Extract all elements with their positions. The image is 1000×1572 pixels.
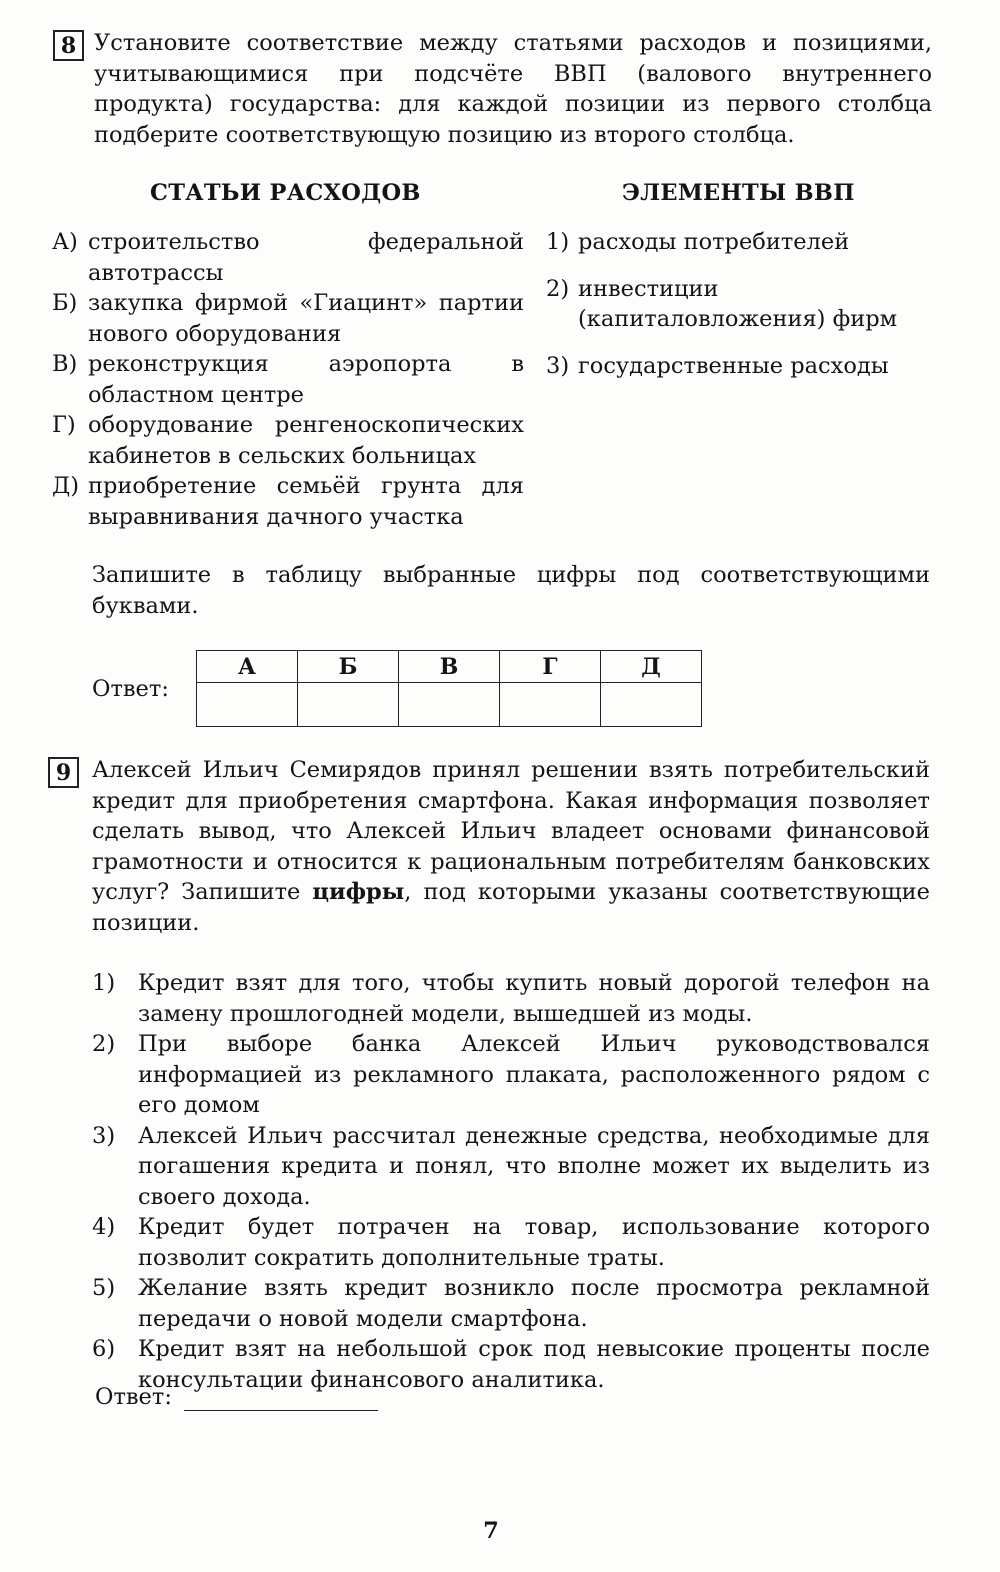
task-9-answer-line[interactable]	[184, 1410, 378, 1411]
answer-header-a: А	[197, 651, 298, 683]
gdp-element-3	[546, 351, 926, 382]
answer-cell-b[interactable]	[298, 683, 399, 727]
answer-cell-d[interactable]	[601, 683, 702, 727]
gdp-element-2	[546, 274, 926, 335]
option-4	[92, 1212, 930, 1273]
page-number: 7	[483, 1518, 499, 1544]
task-8-instruction: Установите соответствие между статьями расходов и позициями, учитывающимися при подсчёте ВВП (валового внутреннего продукта) государства: для каждой позиции из первого столбца подберите соответствующую позицию из второго столбца.	[94, 30, 932, 148]
expense-item-a	[52, 227, 524, 288]
table-instruction: Запишите в таблицу выбранные цифры под соответствующими буквами.	[92, 562, 930, 619]
option-marker: 6)	[92, 1336, 116, 1362]
task-9-answer-label: Ответ:	[95, 1384, 172, 1410]
task-9-intro-bold: цифры	[312, 879, 405, 905]
task-9-intro-part1: Алексей Ильич Семирядов принял решении взять потребительский кредит для приобретения смартфона. Какая информация позволяет сделать вывод, что Алексей Ильич владеет основами финансовой грамотности и относится к рациональным потребителям банковских услуг? Запишите	[92, 757, 930, 905]
option-2	[92, 1029, 930, 1121]
expense-item-marker: Б)	[52, 290, 78, 316]
option-text: Алексей Ильич рассчитал денежные средства, необходимые для погашения кредита и понял, что вполне может их выделить из своего дохода.	[138, 1122, 930, 1210]
expense-item-marker: Г)	[52, 412, 76, 438]
gdp-element-text: инвестиции (капиталовложения) фирм	[578, 275, 898, 332]
expense-item-marker: В)	[52, 351, 78, 377]
gdp-element-1	[546, 227, 926, 258]
expense-item-marker: А)	[52, 229, 78, 255]
option-marker: 2)	[92, 1031, 116, 1057]
expense-item-v	[52, 349, 524, 410]
option-text: Кредит будет потрачен на товар, использование которого позволит сократить дополнительные траты.	[138, 1214, 930, 1271]
gdp-elements-list	[546, 227, 926, 397]
expense-items-list	[52, 227, 524, 532]
expense-item-marker: Д)	[52, 473, 80, 499]
gdp-element-marker: 2)	[546, 275, 570, 302]
task-9-intro	[92, 755, 930, 938]
expense-item-d	[52, 471, 524, 532]
expense-items-heading: СТАТЬИ РАСХОДОВ	[150, 180, 421, 206]
expense-item-text: приобретение семьёй грунта для выравнивания дачного участка	[88, 473, 524, 530]
task-9-options	[92, 968, 930, 1395]
option-marker: 1)	[92, 970, 116, 996]
option-marker: 5)	[92, 1275, 116, 1301]
gdp-element-text: расходы потребителей	[578, 229, 850, 255]
gdp-element-marker: 1)	[546, 229, 570, 255]
answer-header-b: Б	[298, 651, 399, 683]
option-marker: 3)	[92, 1122, 116, 1149]
expense-item-text: реконструкция аэропорта в областном центре	[88, 351, 524, 408]
expense-item-text: строительство федеральной автотрассы	[88, 229, 524, 286]
task-9-intro-part2: , под которыми указаны соответствующие позиции.	[92, 879, 930, 936]
task-8-answer-label: Ответ:	[92, 676, 169, 702]
option-text: При выборе банка Алексей Ильич руководствовался информацией из рекламного плаката, расположенного рядом с его домом	[138, 1031, 930, 1118]
answer-cell-g[interactable]	[500, 683, 601, 727]
task-8-number: 8	[53, 30, 84, 61]
option-text: Кредит взят для того, чтобы купить новый дорогой телефон на замену прошлогодней модели, вышедшей из моды.	[138, 970, 930, 1027]
answer-cell-a[interactable]	[197, 683, 298, 727]
option-text: Кредит взят на небольшой срок под невысокие проценты после консультации финансового аналитика.	[138, 1336, 930, 1393]
gdp-elements-heading: ЭЛЕМЕНТЫ ВВП	[622, 180, 855, 206]
option-text: Желание взять кредит возникло после просмотра рекламной передачи о новой модели смартфона.	[138, 1275, 930, 1332]
gdp-element-marker: 3)	[546, 352, 570, 379]
option-5	[92, 1273, 930, 1334]
answer-cell-v[interactable]	[399, 683, 500, 727]
answer-header-g: Г	[500, 651, 601, 683]
expense-item-text: закупка фирмой «Гиацинт» партии нового оборудования	[88, 290, 524, 347]
option-3	[92, 1121, 930, 1213]
option-1	[92, 968, 930, 1029]
answer-header-d: Д	[601, 651, 702, 683]
answer-header-v: В	[399, 651, 500, 683]
expense-item-text: оборудование ренгеноскопических кабинетов в сельских больницах	[88, 412, 524, 469]
option-marker: 4)	[92, 1214, 116, 1240]
task-8-answer-table	[196, 650, 702, 727]
task-9-number: 9	[48, 757, 79, 788]
gdp-element-text: государственные расходы	[578, 352, 889, 379]
option-6	[92, 1334, 930, 1395]
expense-item-g	[52, 410, 524, 471]
expense-item-b	[52, 288, 524, 349]
